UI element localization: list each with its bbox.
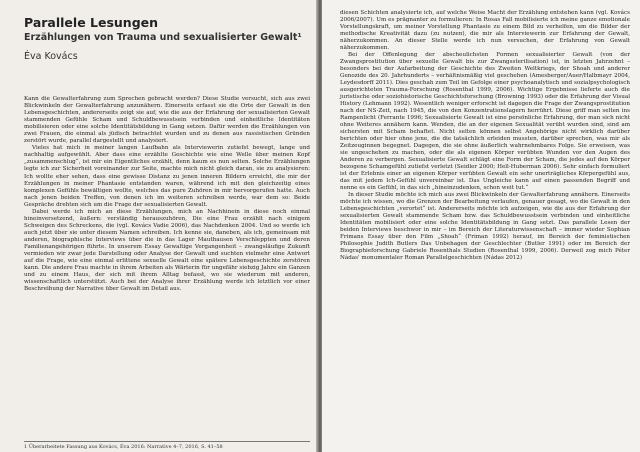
right-paragraph-2: Bei der Offenlegung der abscheulichsten Formen sexualisierter Gewalt (von der Zwangsprostitution über sexuelle Gewalt bis zur Zwangssterilisation) ist, in letzten Jahrzehnt – besonders bei der Aufarbeitung der Geschichte des Zweiten Weltkriegs, der Shoah und anderer Genozide des 20. Jahrhunderts – verhältnismäßig viel geschehen (Amesberger/Auer/Halbmayr 2004, Leydesdorff 2011). Dies geschah zum Teil im Gefolge einer psychoanalytisch und sozialpsychologisch ausgerichteten Trauma-Forschung (Rosenthal 1999, 2006). Wichtige Ergebnisse lieferte auch die juristische oder soziohistorische Geschichtsforschung (Browning 1993) oder die Erfahrung der Visual History (Lehmann 1992). Wesentlich weniger erforscht ist dagegen die Frage der Zwangsprostitution nach der NS-Zeit, nach 1945, die von den Konzentrationslagern herrührt. Diese griff man selten ins Rampenlicht (Ferrante 1996; Sexualisierte Gewalt ist eine persönliche Erfahrung, der man sich nicht ohne Weiteres annähern kann. Wenden, die an der eigenen Sexualität verübt wurden sind, sind am sichersten mit Scham behaftet. Nicht selten können selbst Angehörige nicht wirklich darüber berichten oder hier ohne jene, die die tatsächlich erleiden mussten, darüber sprechen, was mir als Zeitzeuginnen begegnet. Dagegen, die sie ohne äußerlich wahrnehmbares Folge. Sie erweisen, was sie ungeschehen zu machen, oder die als eigenen Körper verübten Wunden vor den Augen des Anderen zu verbergen. Sexualisierte Gewalt schlägt eine Form der Scham, die jedes auf den Körper bezogene Schamgefühl zutiefst verletzt (Seidler 2000; Hell-Huberman 2006). Sehr einfach formuliert ist der Erlebnis einer an eigenen Körper verübten Gewalt ein sehr unerträgliches Körpergefühl aus, das mit jedem Ich-Gefühl unvereinbar ist. Das Ungleiche kann auf einen passenden Begriff und nenne es ein Gefühl, in das sich „hineinzudenken, schon weit tut.“ [340,52,630,191]
left-body-text [24,96,310,293]
footnote: 1 Überarbeitete Fassung aus Kovács, Éva 2016: Narrative 4–7, 2016, S. 41–58 [24,441,310,450]
chapter-subtitle: Erzählungen von Trauma und sexualisierter Gewalt¹ [24,32,302,43]
right-page [322,0,640,452]
chapter-title: Parallele Lesungen [24,15,159,30]
left-paragraph-1: Kann die Gewalterfahrung zum Sprechen gebracht werden? Diese Studie versucht, sich aus zwei Blickwinkeln der Gewalterfahrung anzunähern. Einerseits erfasst sie die Orte der Gewalt in den Lebensgeschichten, andererseits zeigt sie auf, wie die aus der Erfahrung der sexualisierten Gewalt stammenden Gefühle Scham und Schuldbewusstsein verbinden und einheitliche Identitäten mobilisieren oder eine solche Identitätsbildung in Gang setzen. Dafür werden die Erzählungen von zwei Frauen, die einmal als jüdisch betrachtet wurden und zu denen aus rassistischen Gründen zerstört wurde, parallel dargestellt und analysiert. [24,96,310,145]
chapter-author: Éva Kovács [24,51,78,62]
right-body-text [340,10,630,262]
left-page [0,0,318,452]
right-paragraph-3: In dieser Studie möchte ich mich aus zwei Blickwinkeln der Gewalterfahrung annähern. Einerseits möchte ich wissen, wo die Grenzen der Bearbeitung verlaufen, genauer gesagt, wo die Gewalt in den Lebensgeschichten „verortet“ ist. Andererseits möchte ich aufzeigen, wie die aus der Erfahrung der sexualisierten Gewalt stammende Scham bzw. das Schuldbewusstsein verbinden und einheitliche Identitäten mobilisiert oder eine solche Identitätsbildung in Gang setzt. Das parallele Lesen der beiden Interviews beschwor in mir – im Bereich der Literaturwissenschaft – immer wieder Sophian Frimans Essay über den Film „Shoah“ (Friman 1992) herauf, im Bereich der feministischen Philosophie Judith Butlers Das Unbehagen der Geschlechter (Butler 1991) oder im Bereich der Biographieforschung Gabriele Rosenthals Studien (Rosenthal 1999, 2006). Derweil zog mich Péter Nádas' monumentaler Roman Parallelgeschichten (Nádas 2012) [340,192,630,261]
right-paragraph-1: diesen Schichten analysierte ich, auf welche Weise Macht der Erzählung entstehen kann (vgl. Kovács 2006/2007). Um es prägnanter zu formulieren: In Rosas Fall mobilisierte ich meine ganze emotionale Vorstellungskraft, um meiner Vorstellung Phantasie zu einem Bild zu verhelfen, um die Bilder der methodische Kreativität dazu (zu nutzen), die mir als Interviewerin zur Erfahrung der Gewalt, näherzukommen. An dieser Stelle werde ich nun versuchen, der Erfahrung von Gewalt näherzukommen. [340,10,630,51]
left-paragraph-3: Dabei werde ich mich an diese Erzählungen, mich an Nachhinein in diese noch einmal hineinversetzend, äußern: verständig herauszuhören, Die eine Frau erzählt nach einigem Schweigen des Schreckens, die (vgl. Kovács Vadie 2006), das Nachdenken 2004. Und so werde ich auch jetzt über sie unter diesem Namen schreiben. Ich kenne sie, daneben, als ich, gemeinsam mit anderen, biographische Interviews über die in das Lager Mauthausen Verschleppten und deren Familienangehörigen führte. In unserem Essay Gewaltige Vergangenheit – zwangsläufige Zukunft vermieden wir zwar jede Darstellung oder Analyse der Gewalt und suchten vielmehr eine Antwort auf die Frage, wie eine einmal erlittene sexuelle Gewalt eine spätere Lebensgeschichte zerstören kann. Die andere Frau machte in ihrem Arbeiten als Wärterin für ungefähr siebzig Jahre ein Ganzen und zu einem Haus, der sich mit ihrem Alltag befasst, wo sie wiederum mit anderen, wissenschaftlich unterstützt. Auch bei der Analyse ihrer Erzählung werde ich letztlich vor einer Beschreibung der Narrative über Gewalt im Detail aus. [24,208,310,293]
left-paragraph-2: Vieles hat mich in meiner langen Laufbahn als Interviewerin zutiefst bewegt, lange und nachhaltig aufgewühlt. Aber dass eine erzählte Geschichte wie eine Welle über meinen Kopf „zusammenschlug“, ist mir ein Eigentliches erzählt, denn kaum es nun selten. Solche Erzählungen legte ich zur Sicherheit voreinander zur Seite, machte mich nicht gleich daran, sie zu analysieren: Ich wollte eher sehen, dass eine gewisse Distanz zu jenen inneren Bildern erreicht, die mir der Erzählungen in meiner Phantasie entstanden waren, während ich mit den gleichzeitig eines komplexen Gefühls bewältigen wollte, welches das pure Zuhören in mir hervorgerufen hatte. Auch nach jenen beiden Treffen, von denen ich im weiteren schreiben werde, war dem so: Beide Gespräche drehten sich um die Frage der sexualisierten Gewalt. [24,145,310,208]
